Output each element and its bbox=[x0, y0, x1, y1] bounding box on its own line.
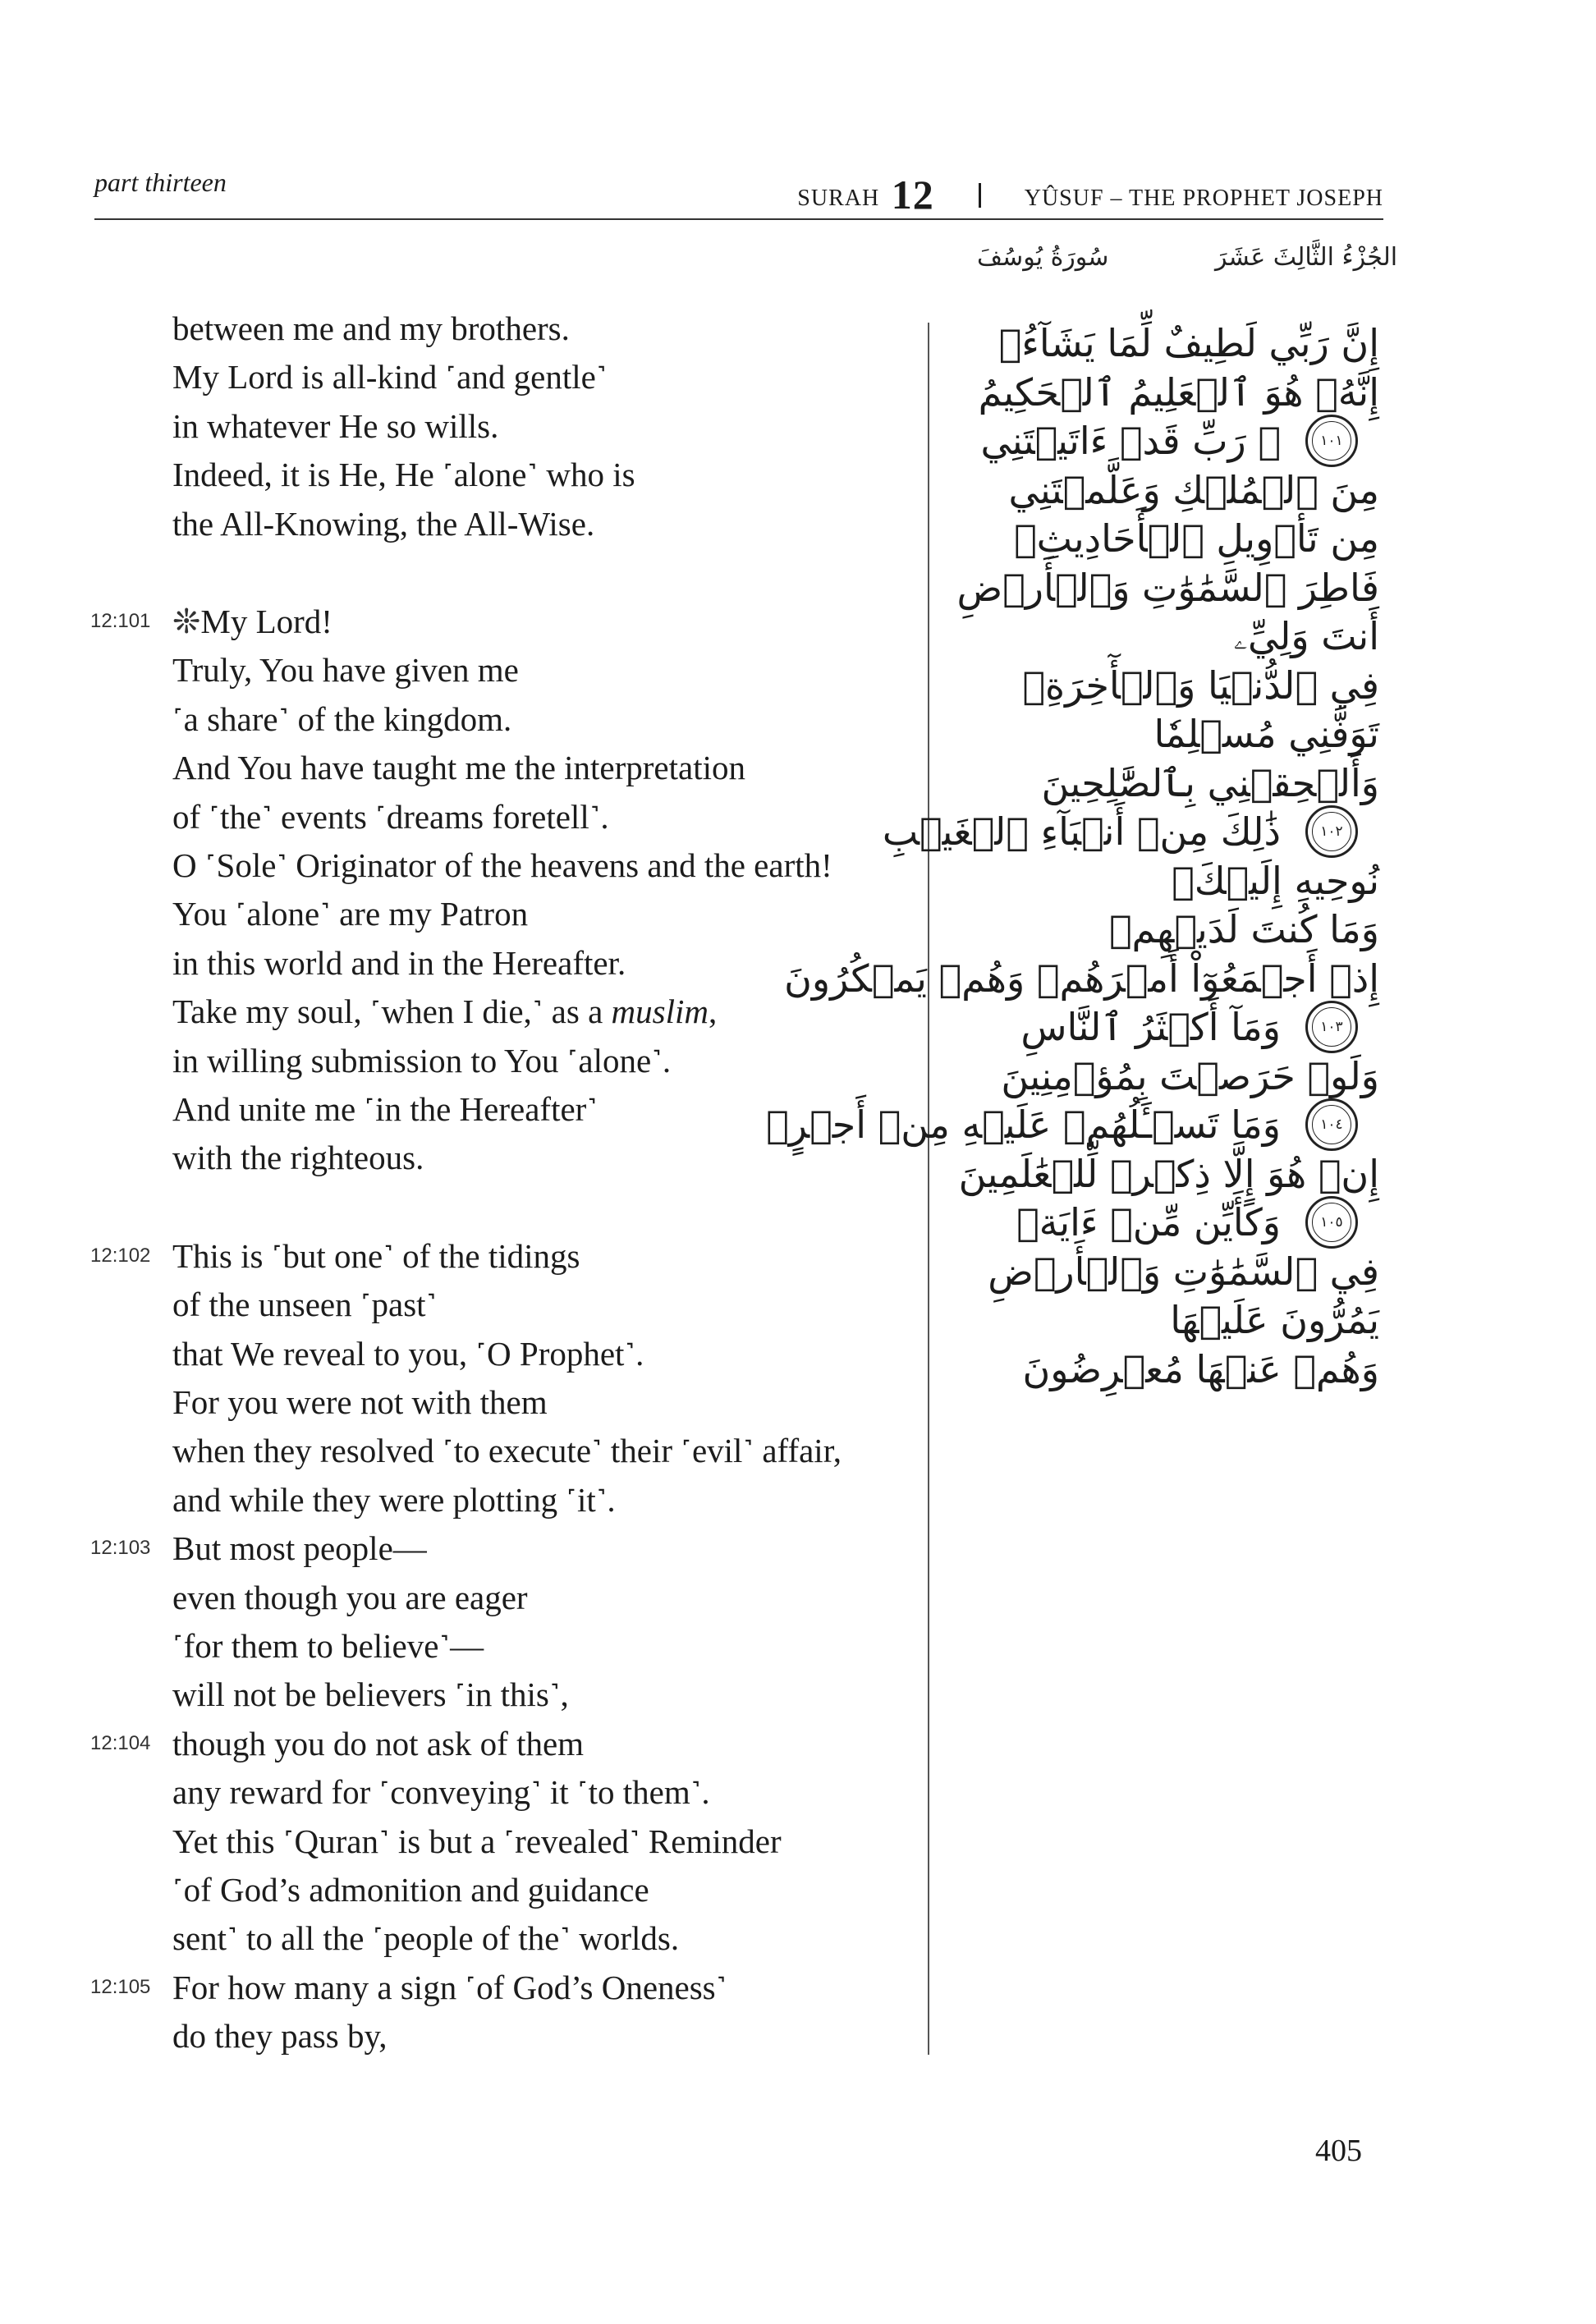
arabic-line: مِن تَأۡوِيلِ ٱلۡأَحَادِيثِۚ bbox=[1014, 516, 1379, 561]
surah-number: 12 bbox=[891, 172, 934, 218]
english-line bbox=[90, 304, 911, 353]
english-line-text bbox=[172, 694, 511, 744]
english-line bbox=[90, 1280, 911, 1329]
english-text: do they pass by, bbox=[172, 2017, 388, 2056]
arabic-line: فِي ٱلدُّنۡيَا وَٱلۡأٓخِرَةِۖ bbox=[1022, 662, 1379, 708]
english-line-text bbox=[172, 1426, 842, 1475]
english-text: of the unseen ˹past˺ bbox=[172, 1286, 438, 1324]
verse-reference: 12:102 bbox=[90, 1244, 151, 1267]
english-text: any reward for ˹conveying˺ it ˹to them˺. bbox=[172, 1773, 710, 1812]
arabic-line: تَوَفَّنِي مُسۡلِمٗا bbox=[1153, 712, 1379, 756]
part-label: part thirteen bbox=[94, 167, 227, 197]
arabic-line: إِذۡ أَجۡمَعُوٓاْ أَمۡرَهُمۡ وَهُمۡ يَمۡكُرُونَ bbox=[784, 956, 1379, 1001]
english-line bbox=[90, 1524, 911, 1573]
page-number: 405 bbox=[1315, 2134, 1362, 2168]
english-line-text bbox=[172, 1329, 644, 1378]
english-line-text bbox=[172, 2011, 388, 2060]
arabic-line: ۞ رَبِّ قَدۡ ءَاتَيۡتَنِي bbox=[980, 419, 1281, 463]
verse-number-marker: ١٠٤ bbox=[1305, 1098, 1358, 1151]
english-line bbox=[90, 1329, 911, 1378]
verse-reference: 12:103 bbox=[90, 1537, 151, 1560]
english-text: sent˺ to all the ˹people of the˺ worlds. bbox=[172, 1919, 680, 1958]
english-line bbox=[90, 792, 911, 841]
verse-number-marker: ١٠٥ bbox=[1305, 1196, 1358, 1249]
english-line bbox=[90, 597, 911, 646]
header-rule bbox=[94, 218, 1383, 220]
english-line bbox=[90, 1865, 911, 1914]
english-line-text bbox=[172, 1084, 598, 1134]
english-text: with the righteous. bbox=[172, 1139, 424, 1177]
english-line bbox=[90, 1670, 911, 1719]
arabic-line: مِنَ ٱلۡمُلۡكِ وَعَلَّمۡتَنِي bbox=[1008, 467, 1379, 512]
english-line-text bbox=[172, 352, 607, 401]
english-line bbox=[90, 1767, 911, 1817]
english-line bbox=[90, 889, 911, 938]
english-line bbox=[90, 499, 911, 548]
english-line-text bbox=[172, 1767, 710, 1817]
english-line-text bbox=[172, 1865, 649, 1914]
column-divider bbox=[928, 323, 929, 2055]
english-line-text bbox=[172, 1133, 424, 1182]
arabic-line: إِنۡ هُوَ إِلَّا ذِكۡرٞ لِّلۡعَٰلَمِينَ bbox=[958, 1151, 1379, 1196]
english-text-tail: , bbox=[709, 992, 718, 1031]
english-text: that We reveal to you, ˹O Prophet˺. bbox=[172, 1334, 644, 1373]
english-text: For you were not with them bbox=[172, 1383, 548, 1421]
arabic-line: وَهُمۡ عَنۡهَا مُعۡرِضُونَ bbox=[1022, 1346, 1379, 1391]
english-line-text bbox=[172, 1524, 427, 1573]
english-line-text bbox=[172, 1280, 437, 1329]
english-line-text bbox=[172, 987, 717, 1036]
english-line bbox=[90, 352, 911, 401]
english-text: O ˹Sole˺ Originator of the heavens and the earth! bbox=[172, 846, 832, 884]
english-text: But most people— bbox=[172, 1529, 427, 1568]
english-text: You ˹alone˺ are my Patron bbox=[172, 895, 529, 933]
arabic-line: إِنَّهُۥ هُوَ ٱلۡعَلِيمُ ٱلۡحَكِيمُ bbox=[978, 369, 1379, 415]
arabic-line: وَمَا تَسۡـَٔلُهُمۡ عَلَيۡهِ مِنۡ أَجۡرٍۚ bbox=[766, 1102, 1281, 1147]
english-text: Take my soul, ˹when I die,˺ as a bbox=[172, 992, 612, 1031]
english-line-text bbox=[172, 450, 635, 499]
surah-word: SURAH bbox=[797, 186, 880, 211]
english-line bbox=[90, 1231, 911, 1281]
english-text: when they resolved ˹to execute˺ their ˹evil˺ affair, bbox=[172, 1432, 842, 1470]
arabic-line: وَلَوۡ حَرَصۡتَ بِمُؤۡمِنِينَ bbox=[1001, 1053, 1379, 1098]
english-line bbox=[90, 694, 911, 744]
english-line-text bbox=[172, 1475, 616, 1524]
english-text: though you do not ask of them bbox=[172, 1724, 585, 1762]
arabic-line: نُوحِيهِ إِلَيۡكَۖ bbox=[1172, 858, 1379, 903]
english-line-text bbox=[172, 889, 528, 938]
verse-number-marker: ١٠١ bbox=[1305, 415, 1358, 467]
english-line-text bbox=[172, 1817, 782, 1866]
english-text: Indeed, it is He, He ˹alone˺ who is bbox=[172, 456, 635, 494]
italic-term: muslim bbox=[611, 992, 709, 1031]
english-line-text bbox=[172, 1621, 484, 1671]
header-separator bbox=[979, 183, 981, 208]
english-line bbox=[90, 1914, 911, 1963]
english-line-text bbox=[172, 304, 570, 353]
section-star-icon: ❊ bbox=[172, 603, 201, 640]
english-text: in whatever He so wills. bbox=[172, 406, 499, 445]
arabic-line: وَمَآ أَكۡثَرُ ٱلنَّاسِ bbox=[1020, 1005, 1281, 1049]
english-text: This is ˹but one˺ of the tidings bbox=[172, 1236, 580, 1275]
english-text: will not be believers ˹in this˺, bbox=[172, 1675, 569, 1714]
english-line-text bbox=[172, 1914, 679, 1963]
english-text: even though you are eager bbox=[172, 1578, 528, 1616]
english-line bbox=[90, 1036, 911, 1085]
arabic-part-name: الجُزْءُ الثَّالِثَ عَشَرَ bbox=[1215, 243, 1398, 272]
english-line-text bbox=[172, 1231, 580, 1281]
arabic-line: فِي ٱلسَّمَٰوَٰتِ وَٱلۡأَرۡضِ bbox=[988, 1249, 1379, 1294]
english-line-text bbox=[172, 1670, 569, 1719]
english-line bbox=[90, 841, 911, 890]
running-header bbox=[94, 167, 1383, 218]
english-line bbox=[90, 1377, 911, 1427]
english-line-text bbox=[172, 645, 519, 694]
english-line-text bbox=[172, 1719, 584, 1768]
english-text: and while they were plotting ˹it˺. bbox=[172, 1480, 616, 1519]
english-line bbox=[90, 1573, 911, 1622]
english-line-text bbox=[172, 401, 498, 451]
arabic-line: وَكَأَيِّن مِّنۡ ءَايَةٖ bbox=[1016, 1200, 1281, 1245]
english-line bbox=[90, 1719, 911, 1768]
english-line-text bbox=[172, 841, 832, 890]
english-line bbox=[90, 1817, 911, 1866]
english-line bbox=[90, 401, 911, 451]
english-text: And unite me ˹in the Hereafter˺ bbox=[172, 1090, 598, 1128]
verse-reference: 12:104 bbox=[90, 1731, 151, 1754]
english-line-text bbox=[172, 1963, 727, 2012]
english-line bbox=[90, 1475, 911, 1524]
arabic-line: ذَٰلِكَ مِنۡ أَنۢبَآءِ ٱلۡغَيۡبِ bbox=[882, 809, 1281, 854]
english-line bbox=[90, 1426, 911, 1475]
english-text: My Lord is all-kind ˹and gentle˺ bbox=[172, 358, 608, 397]
arabic-line: إِنَّ رَبِّي لَطِيفٌ لِّمَا يَشَآءُۚ bbox=[998, 321, 1379, 365]
english-text: ˹for them to believe˺— bbox=[172, 1627, 484, 1665]
english-text: of ˹the˺ events ˹dreams foretell˺. bbox=[172, 797, 609, 836]
english-line-text bbox=[172, 743, 745, 792]
english-line bbox=[90, 645, 911, 694]
arabic-line: وَمَا كُنتَ لَدَيۡهِمۡ bbox=[1108, 907, 1379, 951]
arabic-line: أَنتَ وَلِيِّۦ bbox=[1233, 614, 1379, 658]
english-line-text bbox=[172, 792, 609, 841]
surah-heading bbox=[797, 167, 1383, 218]
english-text: between me and my brothers. bbox=[172, 309, 570, 347]
english-text: ˹a share˺ of the kingdom. bbox=[172, 699, 512, 738]
english-line-text bbox=[172, 597, 332, 646]
arabic-line: وَأَلۡحِقۡنِي بِٱلصَّٰلِحِينَ bbox=[1041, 760, 1379, 805]
arabic-line: يَمُرُّونَ عَلَيۡهَا bbox=[1170, 1298, 1379, 1342]
english-text: My Lord! bbox=[200, 603, 332, 640]
english-line bbox=[90, 1621, 911, 1671]
english-text: Truly, You have given me bbox=[172, 651, 519, 690]
english-line-text bbox=[172, 1377, 548, 1427]
english-line-text bbox=[172, 499, 594, 548]
english-line-text bbox=[172, 1036, 671, 1085]
surah-title: YÛSUF – THE PROPHET JOSEPH bbox=[1024, 186, 1383, 211]
english-text: in this world and in the Hereafter. bbox=[172, 943, 626, 982]
verse-number-marker: ١٠٣ bbox=[1305, 1001, 1358, 1053]
english-line bbox=[90, 2011, 911, 2060]
arabic-surah-name: سُورَةُ يُوسُفَ bbox=[977, 243, 1109, 272]
english-line-text bbox=[172, 1573, 528, 1622]
verse-reference: 12:105 bbox=[90, 1975, 151, 1998]
verse-number-marker: ١٠٢ bbox=[1305, 805, 1358, 858]
english-text: the All-Knowing, the All-Wise. bbox=[172, 504, 595, 543]
verse-reference: 12:101 bbox=[90, 610, 151, 632]
english-text: For how many a sign ˹of God’s Oneness˺ bbox=[172, 1968, 727, 2006]
english-line bbox=[90, 743, 911, 792]
english-line bbox=[90, 1963, 911, 2012]
english-line-text bbox=[172, 938, 626, 988]
english-text: in willing submission to You ˹alone˺. bbox=[172, 1041, 672, 1079]
arabic-line: فَاطِرَ ٱلسَّمَٰوَٰتِ وَٱلۡأَرۡضِ bbox=[956, 565, 1379, 610]
english-text: ˹of God’s admonition and guidance bbox=[172, 1871, 649, 1909]
english-text: And You have taught me the interpretation bbox=[172, 749, 746, 787]
english-text: Yet this ˹Quran˺ is but a ˹revealed˺ Reminder bbox=[172, 1822, 782, 1860]
english-line bbox=[90, 450, 911, 499]
